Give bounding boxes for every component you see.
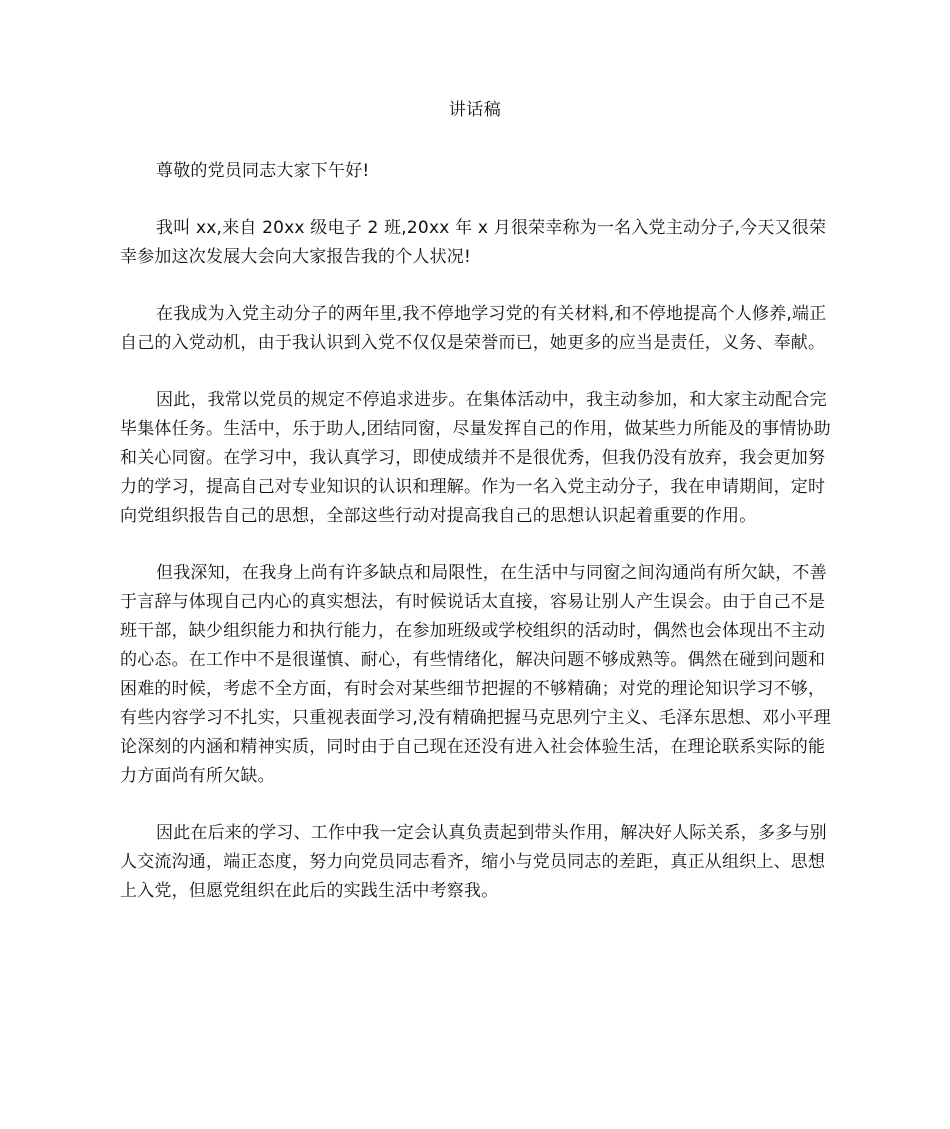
paragraph-commitment: 因此在后来的学习、工作中我一定会认真负责起到带头作用，解决好人际关系，多多与别人交流沟通，端正态度，努力向党员同志看齐，缩小与党员同志的差距，真正从组织上、思想上入党，但愿党组织在此后的实践生活中考察我。: [120, 823, 827, 901]
paragraph-greeting: 尊敬的党员同志大家下午好!: [156, 161, 370, 181]
paragraph-motivation: 在我成为入党主动分子的两年里,我不停地学习党的有关材料,和不停地提高个人修养,端正自己的入党动机，由于我认识到入党不仅仅是荣誉而已，她更多的应当是责任，义务、奉献。: [120, 304, 827, 353]
paragraph-shortcomings: 但我深知，在我身上尚有许多缺点和局限性，在生活中与同窗之间沟通尚有所欠缺，不善于言辞与体现自己内心的真实想法，有时候说话太直接，容易让别人产生误会。由于自己不是班干部，缺少组织能力和执行能力，在参加班级或学校组织的活动时，偶然也会体现出不主动的心态。在工作中不是很谨慎、耐心，有些情绪化，解决问题不够成熟等。偶然在碰到问题和困难的时候，考虑不全方面，有时会对某些细节把握的不够精确；对党的理论知识学习不够，有些内容学习不扎实，只重视表面学习,没有精确把握马克思列宁主义、毛泽东思想、邓小平理论深刻的内涵和精神实质，同时由于自己现在还没有进入社会体验生活，在理论联系实际的能力方面尚有所欠缺。: [120, 563, 831, 786]
paragraph-introduction: 我叫 xx,来自 20xx 级电子 2 班,20xx 年 x 月很荣幸称为一名入党主动分子,今天又很荣幸参加这次发展大会向大家报告我的个人状况!: [120, 218, 827, 267]
paragraph-progress: 因此，我常以党员的规定不停追求进步。在集体活动中，我主动参加，和大家主动配合完毕集体任务。生活中，乐于助人,团结同窗，尽量发挥自己的作用，做某些力所能及的事情协助和关心同窗。在学习中，我认真学习，即使成绩并不是很优秀，但我仍没有放弃，我会更加努力的学习，提高自己对专业知识的认识和理解。作为一名入党主动分子，我在申请期间，定时向党组织报告自己的思想，全部这些行动对提高我自己的思想认识起着重要的作用。: [120, 390, 831, 526]
document-body: [120, 157, 832, 934]
document-title: 讲话稿: [448, 100, 502, 120]
